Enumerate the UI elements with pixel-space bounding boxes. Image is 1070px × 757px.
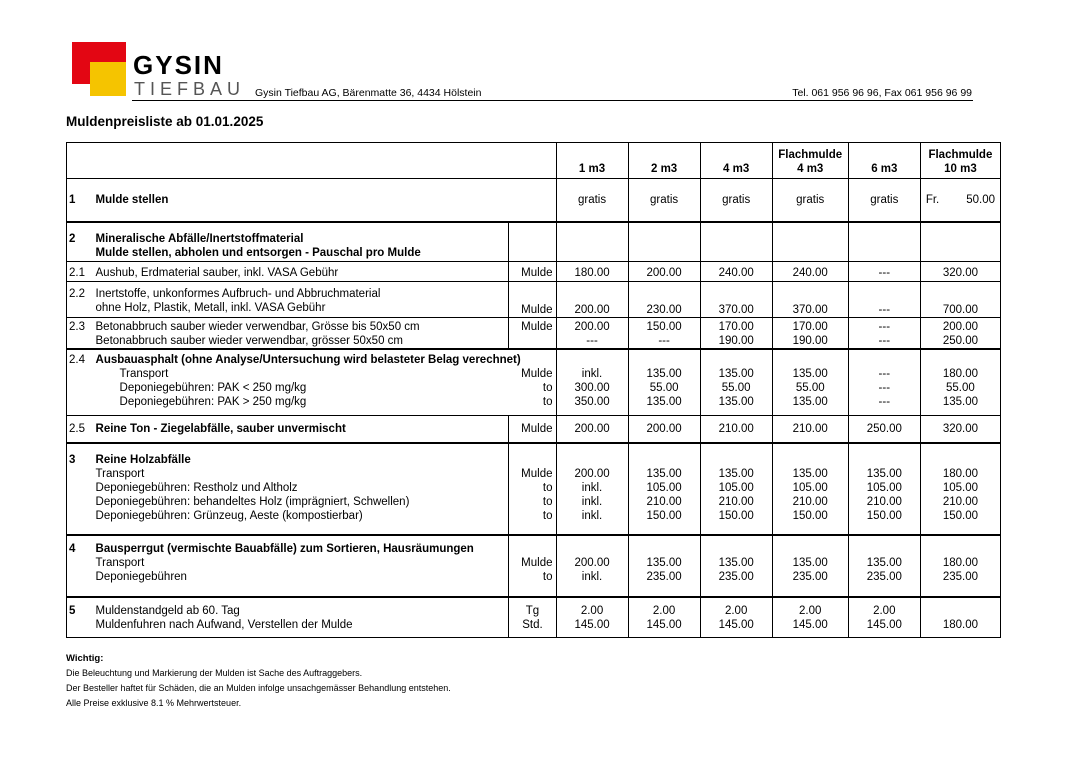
cell-text: Ausbauasphalt (ohne Analyse/Untersuchung wird belasteter Belag verechnet) (95, 354, 521, 366)
table-row (67, 222, 1001, 262)
cell-text: Tg (525, 605, 540, 617)
note-line: Alle Preise exklusive 8.1 % Mehrwertsteuer. (66, 698, 242, 708)
cell-text: Std. (522, 619, 543, 631)
cell-text: gratis (772, 179, 848, 222)
cell-text: gratis (628, 179, 700, 222)
cell-text: 150.00 (792, 510, 828, 522)
cell-text: Mulde (521, 557, 553, 569)
page-title: Muldenpreisliste ab 01.01.2025 (66, 114, 264, 129)
cell-text: 2.5 (67, 415, 93, 443)
cell-text: 190.00 (718, 335, 754, 347)
cell-text: Transport (95, 468, 145, 480)
cell-text: 250.00 (848, 415, 920, 443)
table-row (67, 415, 1001, 443)
cell-text: --- (848, 262, 920, 282)
cell-text: 150.00 (646, 510, 682, 522)
cell-text: 210.00 (942, 496, 978, 508)
cell-text: 145.00 (646, 619, 682, 631)
cell-text: 135.00 (792, 557, 828, 569)
cell-text: 300.00 (574, 382, 610, 394)
cell-text: 135.00 (718, 396, 754, 408)
cell-text: 55.00 (946, 382, 975, 394)
cell-text: Mulde (521, 321, 553, 333)
cell-text: 210.00 (700, 415, 772, 443)
cell-text: 200.00 (942, 321, 978, 333)
cell-text: 145.00 (792, 619, 828, 631)
cell-text: Aushub, Erdmaterial sauber, inkl. VASA Gebühr (93, 262, 509, 282)
cell-text: 235.00 (718, 571, 754, 583)
cell-text: 150.00 (718, 510, 754, 522)
table-header-row (67, 143, 1001, 179)
note-line: Der Besteller haftet für Schäden, die an Mulden infolge unsachgemässer Behandlung entstehen. (66, 683, 451, 693)
cell-text: inkl. (581, 482, 603, 494)
cell-text: 210.00 (792, 496, 828, 508)
cell-text: 320.00 (920, 415, 1000, 443)
cell-text: to (542, 496, 553, 508)
cell-text: Bausperrgut (vermischte Bauabfälle) zum Sortieren, Hausräumungen (95, 543, 474, 555)
cell-text: Transport (95, 557, 145, 569)
cell-text: 5 (67, 597, 93, 637)
cell-text: 180.00 (942, 368, 978, 380)
cell-text: Mulde (509, 415, 556, 443)
cell-text: 150.00 (866, 510, 902, 522)
cell-text: 135.00 (792, 396, 828, 408)
cell-text: 2.2 (67, 282, 93, 318)
cell-text: --- (878, 396, 891, 408)
notes-heading: Wichtig: (66, 653, 104, 664)
cell-text: Mineralische Abfälle/Inertstoffmaterial (95, 232, 304, 245)
cell-text: 135.00 (646, 368, 682, 380)
cell-text: 150.00 (646, 321, 682, 333)
cell-text: 200.00 (556, 282, 628, 318)
cell-text: gratis (700, 179, 772, 222)
cell-text: 55.00 (795, 382, 825, 394)
price-table (66, 142, 1001, 638)
cell-text: 145.00 (574, 619, 610, 631)
cell-text: 105.00 (792, 482, 828, 494)
cell-text: 180.00 (942, 557, 978, 569)
brand-name: GYSIN (133, 50, 224, 80)
brand-subtitle: TIEFBAU (134, 79, 246, 99)
col-header: 4 m3 (797, 163, 824, 175)
table-row (67, 597, 1001, 637)
cell-text: 180.00 (942, 619, 978, 631)
table-row (67, 443, 1001, 535)
cell-text: 235.00 (942, 571, 978, 583)
cell-text: 2.1 (67, 262, 93, 282)
cell-text: Muldenfuhren nach Aufwand, Verstellen der Mulde (95, 619, 353, 631)
cell-text: to (542, 571, 553, 583)
cell-text: Fr. (925, 193, 940, 206)
cell-text: 2.00 (873, 605, 896, 617)
cell-text: Mulde stellen, abholen und entsorgen - Pauschal pro Mulde (95, 246, 421, 259)
cell-text: --- (878, 321, 891, 333)
cell-text: --- (658, 335, 670, 347)
cell-text: gratis (556, 179, 628, 222)
cell-text: 235.00 (792, 571, 828, 583)
cell-text: Inertstoffe, unkonformes Aufbruch- und Abbruchmaterial (95, 288, 381, 300)
cell-text: Mulde stellen (93, 179, 509, 222)
cell-text: 2.00 (799, 605, 822, 617)
cell-text: --- (878, 335, 891, 347)
cell-text: 170.00 (792, 321, 828, 333)
cell-text: 230.00 (628, 282, 700, 318)
cell-text: 250.00 (942, 335, 978, 347)
cell-text: gratis (848, 179, 920, 222)
col-header: 6 m3 (871, 163, 898, 175)
cell-text: 200.00 (628, 262, 700, 282)
cell-text: ohne Holz, Plastik, Metall, inkl. VASA Gebühr (95, 302, 326, 314)
cell-text: 180.00 (556, 262, 628, 282)
cell-text: 105.00 (718, 482, 754, 494)
cell-text: 2.00 (580, 605, 604, 617)
cell-text: Deponiegebühren (95, 571, 187, 583)
cell-text: Deponiegebühren: Grünzeug, Aeste (kompostierbar) (95, 510, 363, 522)
table-row: 2.4 Ausbauasphalt (ohne Analyse/Untersuchung wird belasteter Belag verechnet) Transport Deponiegebühren: PAK < 250 mg/kg Deponiegebühren: PAK > 250 mg/kg Mulde to to inkl. 300.00 350.00 135.00 55.00 135.00 135.00 55.00 135.00 135.00 55.00 135.00 --- --- --- 180.00 55.00 135.00 (67, 349, 1001, 415)
cell-text: inkl. (581, 368, 603, 380)
cell-text: 240.00 (772, 262, 848, 282)
company-contact: Tel. 061 956 96 96, Fax 061 956 96 99 (792, 87, 972, 99)
cell-text: 145.00 (866, 619, 902, 631)
cell-text: to (542, 396, 553, 408)
cell-text: 180.00 (942, 468, 978, 480)
cell-text: 200.00 (556, 415, 628, 443)
cell-text: Deponiegebühren: behandeltes Holz (imprägniert, Schwellen) (95, 496, 410, 508)
cell-text: 135.00 (646, 468, 682, 480)
cell-text: Reine Holzabfälle (95, 454, 191, 466)
table-row (67, 179, 1001, 222)
cell-text: Deponiegebühren: Restholz und Altholz (95, 482, 298, 494)
col-header: 4 m3 (723, 163, 750, 175)
note-line: Die Beleuchtung und Markierung der Mulden ist Sache des Auftraggebers. (66, 668, 363, 678)
cell-text: 135.00 (866, 557, 902, 569)
cell-text: Muldenstandgeld ab 60. Tag (95, 605, 240, 617)
cell-text: 3 (67, 443, 93, 535)
cell-text: 170.00 (718, 321, 754, 333)
cell-text: Mulde (509, 282, 556, 318)
cell-text: Mulde (521, 368, 553, 380)
cell-text: 2.00 (724, 605, 748, 617)
cell-text: 210.00 (646, 496, 682, 508)
cell-text: Mulde (509, 262, 556, 282)
cell-text: 190.00 (792, 335, 828, 347)
cell-text: 2.00 (652, 605, 676, 617)
cell-text: 135.00 (792, 468, 828, 480)
cell-text: 200.00 (574, 557, 610, 569)
cell-text: 105.00 (646, 482, 682, 494)
cell-text: to (542, 382, 553, 394)
header-divider (132, 100, 973, 101)
cell-text: 150.00 (942, 510, 978, 522)
cell-text: 135.00 (718, 368, 754, 380)
cell-text: to (542, 510, 553, 522)
cell-text: 700.00 (920, 282, 1000, 318)
cell-text: 55.00 (649, 382, 679, 394)
cell-text: 370.00 (772, 282, 848, 318)
cell-text: 1 (67, 179, 93, 222)
cell-text: Transport (119, 368, 169, 380)
cell-text: 145.00 (718, 619, 754, 631)
table-row (67, 282, 1001, 318)
cell-text: 55.00 (721, 382, 751, 394)
notes (66, 651, 451, 711)
cell-text: 235.00 (866, 571, 902, 583)
company-logo (72, 42, 132, 96)
cell-text: --- (878, 382, 891, 394)
cell-text: 210.00 (866, 496, 902, 508)
cell-text: 370.00 (700, 282, 772, 318)
cell-text: 235.00 (646, 571, 682, 583)
cell-text: 105.00 (866, 482, 902, 494)
cell-text: 135.00 (646, 557, 682, 569)
cell-text: 210.00 (772, 415, 848, 443)
cell-text: 50.00 (966, 193, 995, 206)
cell-text: Deponiegebühren: PAK > 250 mg/kg (119, 396, 307, 408)
cell-text: Betonabbruch sauber wieder verwendbar, Grösse bis 50x50 cm (95, 321, 420, 333)
cell-text: 135.00 (792, 368, 828, 380)
cell-text: Reine Ton - Ziegelabfälle, sauber unvermischt (93, 415, 509, 443)
cell-text: 200.00 (574, 468, 610, 480)
cell-text: 200.00 (574, 321, 610, 333)
cell-text: 135.00 (646, 396, 682, 408)
cell-text: Mulde (521, 468, 553, 480)
cell-text: 200.00 (628, 415, 700, 443)
cell-text: inkl. (581, 571, 603, 583)
cell-text: to (542, 482, 553, 494)
cell-text: 210.00 (718, 496, 754, 508)
cell-text: 350.00 (574, 396, 610, 408)
col-header: 10 m3 (944, 163, 977, 175)
col-header: 2 m3 (650, 163, 678, 175)
cell-text: 320.00 (920, 262, 1000, 282)
cell-text: --- (848, 282, 920, 318)
cell-text: --- (586, 335, 598, 347)
cell-text: 135.00 (866, 468, 902, 480)
cell-text: 240.00 (700, 262, 772, 282)
col-header-top: Flachmulde (928, 149, 993, 161)
cell-text: --- (878, 368, 891, 380)
cell-text: 135.00 (718, 468, 754, 480)
table-row (67, 535, 1001, 597)
col-header: 1 m3 (578, 163, 606, 175)
cell-text: 135.00 (718, 557, 754, 569)
company-address: Gysin Tiefbau AG, Bärenmatte 36, 4434 Hölstein (255, 87, 482, 99)
table-row (67, 262, 1001, 282)
cell-text: Deponiegebühren: PAK < 250 mg/kg (119, 382, 307, 394)
cell-text: inkl. (581, 496, 603, 508)
cell-text: 105.00 (942, 482, 978, 494)
cell-text: 4 (67, 535, 93, 597)
cell-text: inkl. (581, 510, 603, 522)
cell-text: 2 (67, 222, 93, 262)
cell-text: 135.00 (942, 396, 978, 408)
table-row: 2.3 Betonabbruch sauber wieder verwendbar, Grösse bis 50x50 cm Betonabbruch sauber wieder verwendbar, grösser 50x50 cm Mulde 200.00 --- 150.00 --- 170.00 190.00 170.00 190.00 --- --- 200.00 250.00 (67, 318, 1001, 350)
cell-text: Betonabbruch sauber wieder verwendbar, grösser 50x50 cm (95, 335, 403, 347)
col-header-top: Flachmulde (778, 149, 843, 161)
